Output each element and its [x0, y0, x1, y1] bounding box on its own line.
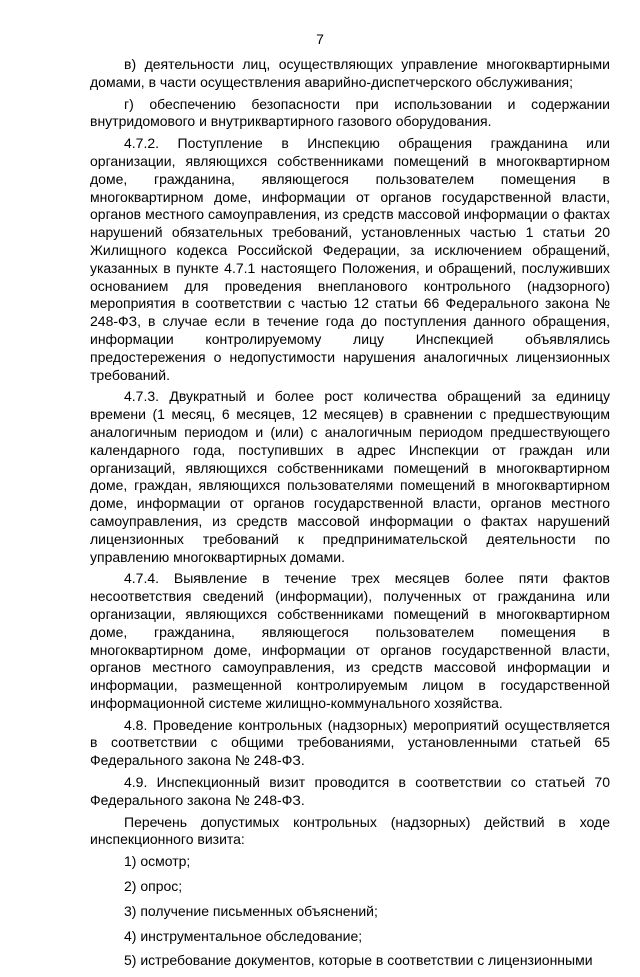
list-item: 1) осмотр; [124, 853, 191, 870]
paragraph-4-8: 4.8. Проведение контрольных (надзорных) мероприятий осуществляется в соответствии с общими требованиями, установленными статьей 65 Федерального закона № 248-ФЗ. [90, 716, 610, 769]
page-number: 7 [316, 31, 324, 47]
paragraph-actions-intro: Перечень допустимых контрольных (надзорных) действий в ходе инспекционного визита: [90, 813, 610, 848]
actions-list [90, 853, 610, 970]
list-item: 2) опрос; [124, 878, 183, 895]
paragraph-item-v: в) деятельности лиц, осуществляющих управление многоквартирными домами, в части осуществления аварийно-диспетчерского обслуживания; [90, 56, 610, 90]
paragraph-4-9: 4.9. Инспекционный визит проводится в соответствии со статьей 70 Федерального закона № 248-ФЗ. [90, 774, 610, 808]
list-item: 3) получение письменных объяснений; [124, 902, 378, 919]
paragraph-4-7-3: 4.7.3. Двукратный и более рост количества обращений за единицу времени (1 месяц, 6 месяцев, 12 месяцев) в сравнении с предшествующим аналогичным периодом и (или) с аналогичным периодом предшествующего календарного года, поступивших в адрес Инспекции от граждан или организаций, являющихся собственниками помещений в многоквартирном доме, граждан, являющихся пользователями помещений в многоквартирном доме, информации от органов государственной власти, органов местного самоуправления, из средств массовой информации о фактах нарушений лицензионных требований к предпринимательской деятельности по управлению многоквартирных домами. [90, 388, 610, 565]
paragraph-item-g: г) обеспечению безопасности при использовании и содержании внутридомового и внутриквартирного газового оборудования. [90, 95, 610, 130]
paragraph-4-7-4: 4.7.4. Выявление в течение трех месяцев более пяти фактов несоответствия сведений (информации), полученных от гражданина или организации, являющихся собственниками помещений в многоквартирном доме, гражданина, являющегося пользователем помещения в многоквартирном доме, информации от органов государственной власти, органов местного самоуправления, из средств массовой информации и информации, размещенной контролируемым лицом в государственной информационной системе жилищно-коммунального хозяйства. [90, 570, 610, 711]
paragraph-4-7-2: 4.7.2. Поступление в Инспекцию обращения гражданина или организации, являющихся собственниками помещений в многоквартирном доме, гражданина, являющегося пользователем помещения в многоквартирном доме, информации от органов государственной власти, органов местного самоуправления, из средств массовой информации о фактах нарушений обязательных требований, установленных частью 1 статьи 20 Жилищного кодекса Российской Федерации, за исключением обращений, указанных в пункте 4.7.1 настоящего Положения, и обращений, послуживших основанием для проведения внепланового контрольного (надзорного) мероприятия в соответствии с частью 12 статьи 66 Федерального закона № 248-ФЗ, в случае если в течение года до поступления данного обращения, информации контролируемому лицу Инспекцией объявлялись предостережения о недопустимости нарушения аналогичных лицензионных требований. [90, 135, 610, 383]
list-item: 5) истребование документов, которые в соответствии с лицензионными [124, 952, 593, 969]
list-item: 4) инструментальное обследование; [124, 927, 363, 944]
document-body [90, 56, 610, 977]
